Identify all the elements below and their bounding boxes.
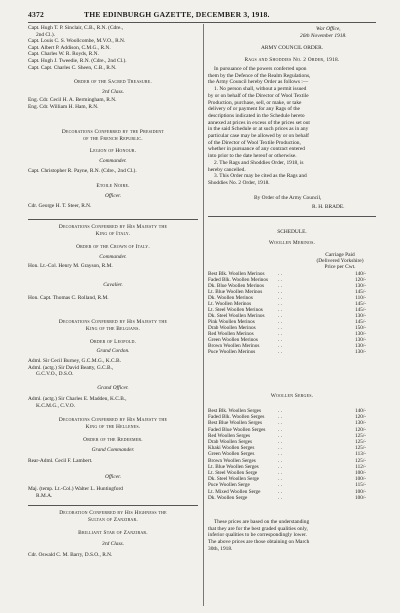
naval-officer-line: Capt. Hugh J. Tweedie, R.N. (Cdre., 2nd Cl.). xyxy=(28,57,127,64)
note-line: 30th, 1918. xyxy=(208,545,233,552)
item-price: 130/- xyxy=(355,343,366,349)
item-name: Dk. Woollen Merinos xyxy=(208,295,253,301)
item-price: 145/- xyxy=(355,289,366,295)
italy-commander-label: Commander. xyxy=(99,254,127,260)
crown-of-italy-heading: Order of the Crown of Italy. xyxy=(76,244,150,250)
item-price: 110/- xyxy=(355,295,366,301)
item-name: Drab Woollen Serges xyxy=(208,439,253,445)
body-line: 1. No person shall, without a permit issued xyxy=(214,86,307,93)
italy-decorations-heading xyxy=(28,224,198,237)
heading-line: of the French Republic. xyxy=(83,135,143,142)
brilliant-star-heading: Brilliant Star of Zanzibar. xyxy=(78,530,148,536)
item-price: 125/- xyxy=(355,432,366,439)
item-name: Dk. Steel Woollen Serge xyxy=(208,476,259,483)
body-line: In pursuance of the powers conferred upon xyxy=(214,66,307,72)
belgium-decorations-heading xyxy=(28,319,198,332)
footer-note xyxy=(208,519,376,553)
etoile-noire-heading: Etoile Noire. xyxy=(96,183,130,189)
recipient-name: Eng. Cdr. Cecil H. A. Bermingham, R.N. xyxy=(28,97,117,103)
item-price: 100/- xyxy=(355,476,366,483)
leader-dots: . . xyxy=(278,283,282,289)
sacred-treasure-class: 3rd Class. xyxy=(102,89,124,95)
item-name: Best Blk. Woollen Serges xyxy=(208,408,261,414)
item-name: Red Woollen Merinos xyxy=(208,331,254,337)
item-name: Red Woollen Serges xyxy=(208,432,251,439)
heading-line: Sultan of Zanzibar. xyxy=(88,516,138,523)
sacred-treasure-heading: Order of the Sacred Treasure. xyxy=(74,79,152,85)
item-price: 130/- xyxy=(355,349,366,355)
body-line: Production, purchase, sell, or make, or take xyxy=(208,99,302,106)
item-price: 125/- xyxy=(355,439,366,445)
officer-label: Officer. xyxy=(104,193,122,199)
recipient-name: G.C.V.O., D.S.O. xyxy=(36,371,74,378)
heading-line: Decorations Conferred by His Majesty the xyxy=(58,319,168,325)
item-name: Best Blue Woollen Serges xyxy=(208,420,262,427)
price-column-header xyxy=(302,252,378,270)
naval-officer-line: Capt. Charles W. R. Royds, R.N. xyxy=(28,51,99,58)
leader-dots: . . xyxy=(278,295,282,301)
leader-dots: . . xyxy=(278,331,282,337)
leader-dots: . . xyxy=(278,408,282,414)
body-line: 3. This Order may be cited as the Rags and xyxy=(214,173,307,180)
carriage-paid: Carriage Paid xyxy=(325,252,355,258)
recipient-name: Adml. (actg.) Sir David Beatty, G.C.B., xyxy=(28,364,114,371)
leader-dots: . . xyxy=(278,420,282,427)
leader-dots: . . xyxy=(278,289,282,295)
grand-officer-names xyxy=(28,396,127,409)
item-price: 100/- xyxy=(355,494,366,501)
item-name: Pink Woollen Merinos xyxy=(208,319,255,325)
item-price: 130/- xyxy=(355,331,366,337)
recipient-name: Adml. Sir Cecil Burney, G.C.M.G., K.C.B. xyxy=(28,358,121,364)
item-price: 113/- xyxy=(355,451,366,458)
item-name: Puce Woollen Merinos xyxy=(208,349,256,355)
item-name: Lt. Steel Woollen Merinos xyxy=(208,307,263,313)
item-name: Dk. Steel Woollen Merinos xyxy=(208,313,265,319)
item-name: Lt. Mixed Woollen Serge xyxy=(208,488,261,495)
item-price: 100/- xyxy=(355,488,366,495)
item-price: 125/- xyxy=(355,457,366,464)
army-council-order-heading: ARMY COUNCIL ORDER. xyxy=(260,45,324,51)
grand-cordon-names xyxy=(28,358,121,378)
item-price: 120/- xyxy=(355,426,366,433)
grand-officer-label: Grand Officer. xyxy=(97,385,129,391)
item-price: 125/- xyxy=(355,445,366,452)
body-line: Shoddies No. 2 Order, 1918. xyxy=(208,179,270,186)
leader-dots: . . xyxy=(278,494,282,501)
leader-dots: . . xyxy=(278,325,282,331)
heading-line: Decorations Conferred by His Majesty the xyxy=(58,417,168,423)
leader-dots: . . xyxy=(278,488,282,495)
leader-dots: . . xyxy=(278,476,282,483)
item-price: 120/- xyxy=(355,277,366,283)
commander-name: Capt. Christopher R. Payne, R.N. (Cdre., 2nd Cl.). xyxy=(28,168,137,174)
item-name: Faded Blk. Woollen Merinos xyxy=(208,277,269,283)
zanzibar-decoration-heading xyxy=(28,510,198,523)
note-line: that they are for the best graded qualities only, xyxy=(208,525,308,532)
item-price: 130/- xyxy=(355,283,366,289)
item-price: 130/- xyxy=(355,313,366,319)
item-price: 130/- xyxy=(355,337,366,343)
item-price: 140/- xyxy=(355,271,366,277)
item-price: 130/- xyxy=(355,420,366,427)
grand-cordon-label: Grand Cordon. xyxy=(96,348,130,354)
sacred-treasure-names xyxy=(28,97,117,110)
item-name: Lt. Steel Woollen Serge xyxy=(208,470,258,476)
leader-dots: . . xyxy=(278,313,282,319)
naval-officer-line: Capt. Albert P. Addison, C.M.G., R.N. xyxy=(28,44,111,51)
commander-label: Commander. xyxy=(99,158,127,164)
item-name: Green Woollen Serges xyxy=(208,451,255,458)
heading-line: King of the Belgians. xyxy=(85,325,141,332)
recipient-name: K.C.M.G., C.V.O. xyxy=(36,402,75,409)
war-office: War Office, xyxy=(316,26,341,32)
italy-commander-name: Hon. Lt.-Col. Henry M. Grayson, R.M. xyxy=(28,263,113,269)
leader-dots: . . xyxy=(278,451,282,458)
heading-line: Decoration Conferred by His Highness the xyxy=(59,510,167,516)
item-name: Brown Woollen Serges xyxy=(208,457,256,464)
page-number: 4372 xyxy=(28,10,44,19)
grand-commander-label: Grand Commander. xyxy=(91,447,135,453)
note-line: inferior qualities to be correspondingly lower. xyxy=(208,532,307,539)
body-line: particular case may be allowed by or on behalf xyxy=(208,133,309,140)
order-title: Rags and Shoddies No. 2 Order, 1918. xyxy=(244,57,340,63)
serges-table xyxy=(208,408,366,500)
body-line: them by the Defence of the Realm Regulations, xyxy=(208,72,311,79)
body-line: the Army Council hereby Order as follows :— xyxy=(208,79,309,86)
recipient-name: R.M.A. xyxy=(36,492,53,499)
leader-dots: . . xyxy=(278,277,282,283)
leader-dots: . . xyxy=(278,337,282,343)
leader-dots: . . xyxy=(278,307,282,313)
body-line: descriptions indicated in the Schedule hereto xyxy=(208,112,305,119)
redeemer-officer-names xyxy=(28,486,123,499)
leader-dots: . . xyxy=(278,445,282,452)
naval-officer-line: Capt. Hugh T. P. Sinclair, C.B., R.N. (Cdre., xyxy=(28,25,124,31)
french-decorations-heading xyxy=(28,129,198,142)
item-name: Dk. Blue Woollen Merinos xyxy=(208,283,264,289)
legion-of-honour-heading: Legion of Honour. xyxy=(89,148,137,154)
leader-dots: . . xyxy=(278,349,282,355)
by-order-line: By Order of the Army Council, xyxy=(254,195,322,201)
gazette-title: THE EDINBURGH GAZETTE, DECEMBER 3, 1918. xyxy=(84,10,270,19)
item-name: Faded Blue Woollen Serges xyxy=(208,426,266,433)
heading-line: King of Italy. xyxy=(95,230,131,237)
item-name: Lt. Blue Woollen Serges xyxy=(208,463,259,470)
heading-line: King of the Hellenes. xyxy=(85,423,141,430)
body-line: into prior to the date hereof or otherwise. xyxy=(208,153,297,160)
leader-dots: . . xyxy=(278,271,282,277)
war-office-date: 26th November 1918. xyxy=(300,33,347,39)
leader-dots: . . xyxy=(278,343,282,349)
leader-dots: . . xyxy=(278,414,282,421)
recipient-name: Maj. (temp. Lt.-Col.) Walter L. Huntingford xyxy=(28,486,123,492)
body-line: 2. The Rags and Shoddies Order, 1918, is xyxy=(214,159,304,166)
leader-dots: . . xyxy=(278,470,282,476)
redeemer-officer-label: Officer. xyxy=(104,474,122,480)
item-price: 100/- xyxy=(355,470,366,476)
leader-dots: . . xyxy=(278,426,282,433)
item-price: 145/- xyxy=(355,307,366,313)
hellenes-decorations-heading xyxy=(28,417,198,430)
naval-officer-line: Capt. Capt. Charles C. Sheen, C.B., R.N. xyxy=(28,64,117,71)
item-price: 150/- xyxy=(355,325,366,331)
item-name: Dk. Woollen Serge xyxy=(208,494,248,501)
item-price: 120/- xyxy=(355,414,366,421)
zanzibar-class: 3rd Class. xyxy=(102,541,124,547)
body-line: by or on behalf of the Director of Wool Textile xyxy=(208,92,309,99)
item-price: 145/- xyxy=(355,301,366,307)
leader-dots: . . xyxy=(278,439,282,445)
leader-dots: . . xyxy=(278,301,282,307)
left-column xyxy=(28,25,198,71)
item-name: Khaki Woollen Serges xyxy=(208,445,255,452)
body-line: annexed at prices in excess of the prices set out xyxy=(208,119,310,126)
body-line: of the Director of Wool Textile Production, xyxy=(208,139,301,146)
naval-officer-line: Capt. Louis C. S. Woollcombe, M.V.O., R.N. xyxy=(28,38,126,45)
grand-commander-name: Rear-Adml. Cecil F. Lambert. xyxy=(28,458,93,464)
body-line: in the said Schedule or at such prices as in any xyxy=(208,126,309,133)
item-name: Best Blk. Woollen Merinos xyxy=(208,271,265,277)
order-body xyxy=(208,66,376,187)
item-price: 112/- xyxy=(355,463,366,470)
signature: R. H. BRADE. xyxy=(312,204,345,210)
item-name: Lt. Woollen Merinos xyxy=(208,301,252,307)
item-price: 140/- xyxy=(355,408,366,414)
price-per-cwt: Price per Cwt. xyxy=(324,264,356,270)
item-price: 145/- xyxy=(355,319,366,325)
schedule-heading: SCHEDULE. xyxy=(277,229,307,235)
woollen-merinos-heading: Woollen Merinos. xyxy=(268,240,316,246)
body-line: hereby cancelled. xyxy=(208,166,246,173)
redeemer-heading: Order of the Redeemer. xyxy=(83,437,143,443)
note-line: The above prices are those obtaining on March xyxy=(208,539,310,546)
recipient-name: Eng. Cdr. William H. Ham, R.N. xyxy=(28,103,99,110)
woollen-serges-heading: Woollen Serges. xyxy=(270,393,314,399)
body-line: delivery of or payment for any Rags of the xyxy=(208,106,300,113)
note-line: These prices are based on the understanding xyxy=(214,519,310,525)
officer-name: Cdr. George H. T. Steer, R.N. xyxy=(28,203,92,209)
leader-dots: . . xyxy=(278,457,282,464)
recipient-name: Adml. (actg.) Sir Charles E. Madden, K.C.B., xyxy=(28,396,127,402)
item-name: Faded Blk. Woollen Serges xyxy=(208,414,265,421)
leader-dots: . . xyxy=(278,319,282,325)
leader-dots: . . xyxy=(278,482,282,489)
delivered-yorkshire: (Delivered Yorkshire) xyxy=(316,258,364,264)
heading-line: Decorations Conferred by the President xyxy=(61,129,165,135)
item-name: Puce Woollen Serge xyxy=(208,482,250,489)
heading-line: Decorations Conferred by His Majesty the xyxy=(58,224,168,230)
leader-dots: . . xyxy=(278,463,282,470)
item-name: Drab Woollen Merinos xyxy=(208,325,256,331)
item-name: Brown Woollen Merinos xyxy=(208,343,260,349)
item-name: Lt. Blue Woollen Merinos xyxy=(208,289,263,295)
cavalier-name: Hon. Capt. Thomas C. Rolland, R.M. xyxy=(28,295,109,301)
item-price: 115/- xyxy=(355,482,366,489)
body-line: whether in pursuance of any contract entered xyxy=(208,146,305,153)
naval-officer-line: 2nd Cl.). xyxy=(36,31,56,38)
zanzibar-recipient: Cdr. Oswald C. M. Barry, D.S.O., R.N. xyxy=(28,552,113,558)
leader-dots: . . xyxy=(278,432,282,439)
order-of-leopold-heading: Order of Leopold. xyxy=(89,339,137,345)
cavalier-label: Cavalier. xyxy=(103,282,123,288)
item-name: Green Woollen Merinos xyxy=(208,337,258,343)
merinos-table xyxy=(208,271,366,355)
